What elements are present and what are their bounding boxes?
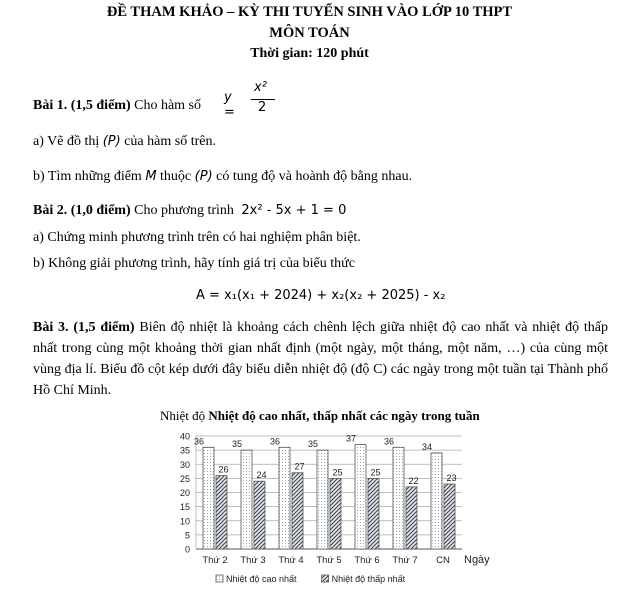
chart-ylabel: Nhiệt độ — [160, 408, 206, 423]
bar-high — [431, 453, 442, 549]
q2-expression: A = x₁(x₁ + 2024) + x₂(x₂ + 2025) - x₂ — [196, 288, 446, 303]
y-tick-label: 35 — [179, 445, 190, 456]
legend-swatch — [322, 575, 329, 582]
bar-high — [393, 447, 404, 549]
q1-a-P: (P) — [102, 134, 121, 149]
q1-y-eq: y = — [224, 90, 235, 120]
q1-b-P: (P) — [194, 169, 213, 184]
x-tick-label: Thứ 4 — [278, 555, 304, 566]
y-tick-label: 0 — [184, 544, 190, 555]
bar-high — [279, 447, 290, 549]
q2-text: Cho phương trình — [134, 203, 234, 218]
subject-title: MÔN TOÁN — [269, 25, 350, 41]
data-label-low: 25 — [332, 467, 343, 478]
y-tick-label: 25 — [179, 473, 190, 484]
data-label-high: 36 — [193, 436, 205, 447]
y-tick-label: 15 — [179, 502, 190, 513]
q1-part-b — [33, 169, 412, 185]
bar-high — [317, 450, 328, 549]
chart-title-row — [160, 408, 480, 424]
bar-low — [292, 473, 303, 549]
data-label-high: 37 — [345, 433, 357, 444]
bar-low — [444, 484, 455, 549]
q1-a-prefix: a) Vẽ đồ thị — [33, 134, 100, 149]
x-tick-label: Thứ 2 — [202, 555, 228, 566]
q2-equation: 2x² - 5x + 1 = 0 — [241, 203, 347, 218]
bar-high — [355, 444, 366, 549]
q1-label: Bài 1. (1,5 điểm) — [33, 98, 131, 113]
legend-label: Nhiệt độ thấp nhất — [331, 574, 406, 584]
x-tick-label: Thứ 7 — [392, 555, 418, 566]
data-label-high: 35 — [231, 439, 243, 450]
bar-low — [330, 478, 341, 549]
data-label-low: 26 — [218, 464, 229, 475]
bar-high — [241, 450, 252, 549]
exam-time: Thời gian: 120 phút — [250, 46, 369, 61]
y-tick-label: 20 — [179, 488, 190, 498]
y-tick-label: 5 — [184, 530, 190, 541]
q1-intro — [33, 98, 201, 114]
q1-a-suffix: của hàm số trên. — [124, 134, 216, 149]
q1-part-a — [33, 134, 216, 150]
bar-low — [406, 487, 417, 549]
x-tick-label: Thứ 6 — [354, 555, 380, 566]
q3-text: Biên độ nhiệt là khoảng cách chênh lệch giữa nhiệt độ cao nhất và nhiệt độ thấp nhất trong cùng một khoảng thời gian nhất định (một ngày, một tháng, một năm, …) của cùng một vùng địa lí. Biểu đồ cột kép dưới đây biểu diễn nhiệt độ (độ C) các ngày trong một tuần tại Thành phố Hồ Chí Minh. — [33, 320, 608, 398]
y-tick-label: 10 — [179, 516, 190, 527]
bar-low — [368, 478, 379, 549]
chart-title: Nhiệt độ cao nhất, thấp nhất các ngày trong tuần — [208, 408, 480, 423]
data-label-low: 25 — [370, 467, 381, 478]
data-label-low: 22 — [408, 475, 419, 486]
data-label-high: 34 — [421, 441, 433, 452]
q2-intro — [33, 203, 346, 219]
q3-paragraph — [33, 317, 608, 401]
x-axis-label: Ngày — [464, 554, 490, 566]
legend-swatch — [216, 575, 223, 582]
y-tick-label: 40 — [179, 431, 190, 442]
y-tick-label: 30 — [179, 459, 190, 470]
bar-high — [203, 447, 214, 549]
data-label-high: 36 — [383, 436, 395, 447]
bar-low — [216, 476, 227, 549]
x-tick-label: CN — [436, 555, 450, 566]
q2-part-a: a) Chứng minh phương trình trên có hai nghiệm phân biệt. — [33, 230, 361, 245]
data-label-high: 35 — [307, 439, 319, 450]
legend-label: Nhiệt độ cao nhất — [226, 574, 297, 584]
q1-denominator: 2 — [258, 100, 267, 115]
data-label-low: 27 — [294, 461, 305, 472]
data-label-high: 36 — [269, 436, 281, 447]
q2-part-b: b) Không giải phương trình, hãy tính giá trị của biểu thức — [33, 256, 355, 271]
bar-low — [254, 481, 265, 549]
q3-label: Bài 3. (1,5 điểm) — [33, 320, 135, 335]
q1-numerator: x² — [254, 80, 267, 95]
q2-label: Bài 2. (1,0 điểm) — [33, 203, 131, 218]
x-tick-label: Thứ 3 — [240, 555, 266, 566]
q1-b-mid: thuộc — [160, 169, 192, 184]
q1-b-prefix: b) Tìm những điểm — [33, 169, 142, 184]
x-tick-label: Thứ 5 — [316, 555, 342, 566]
data-label-low: 24 — [256, 470, 267, 481]
q1-b-suffix: có tung độ và hoành độ bằng nhau. — [216, 169, 413, 184]
q1-text: Cho hàm số — [134, 98, 201, 113]
exam-title: ĐỀ THAM KHẢO – KỲ THI TUYỂN SINH VÀO LỚP 10 THPT — [106, 4, 513, 20]
data-label-low: 23 — [446, 473, 457, 484]
q1-b-M: M — [145, 169, 157, 184]
